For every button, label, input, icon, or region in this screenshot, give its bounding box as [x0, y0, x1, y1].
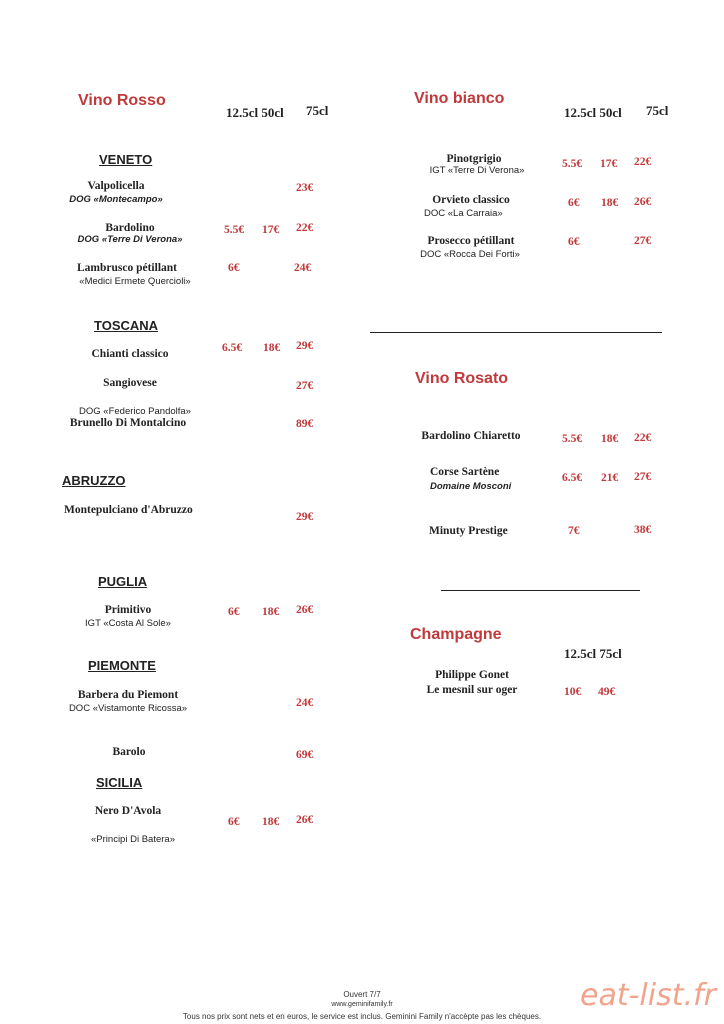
barolo-price-75: 69€ [296, 749, 314, 761]
pinot-price-125: 5.5€ [562, 158, 583, 170]
rosato-title: Vino Rosato [415, 370, 509, 387]
chiaretto-price-75: 22€ [634, 432, 652, 444]
wine-chiaretto: Bardolino Chiaretto [421, 430, 521, 442]
gonet-price-75: 49€ [598, 686, 616, 698]
footer-site: www.geminifamily.fr [331, 1001, 393, 1008]
bardolino-price-125: 5.5€ [224, 224, 245, 236]
wine-brunello-sub: DOG «Federico Pandolfa» [79, 406, 191, 417]
wine-orvieto: Orvieto classico [432, 194, 510, 206]
chianti-price-125: 6.5€ [222, 342, 243, 354]
bianco-col-125-50: 12.5cl 50cl [564, 105, 622, 120]
wine-prosecco: Prosecco pétillant [427, 235, 515, 247]
wine-valpolicella-sub: DOG «Montecampo» [69, 194, 163, 205]
wine-barolo: Barolo [112, 746, 146, 758]
footer-hours: Ouvert 7/7 [343, 990, 381, 999]
chiaretto-price-125: 5.5€ [562, 433, 583, 445]
wine-chianti: Chianti classico [91, 348, 169, 360]
wine-primitivo: Primitivo [104, 604, 152, 616]
sartene-price-50: 21€ [601, 472, 619, 484]
prosecco-price-125: 6€ [568, 236, 580, 248]
wine-valpolicella: Valpolicella [87, 180, 145, 192]
wine-bardolino: Bardolino [105, 222, 155, 234]
wine-barbera-sub: DOC «Vistamonte Ricossa» [68, 703, 188, 714]
region-piemonte: PIEMONTE [88, 658, 156, 673]
wine-barbera: Barbera du Piemont [77, 689, 179, 701]
divider-bianco [370, 332, 662, 333]
wine-prosecco-sub: DOC «Rocca Dei Forti» [420, 249, 520, 260]
bardolino-price-50: 17€ [262, 224, 280, 236]
sangiovese-price-75: 27€ [296, 380, 314, 392]
wine-lambrusco: Lambrusco pétillant [77, 262, 177, 274]
lambrusco-price-75: 24€ [294, 262, 312, 274]
champagne-title: Champagne [410, 626, 502, 643]
wine-nero-davola-sub: «Principi Di Batera» [91, 834, 175, 845]
orvieto-price-75: 26€ [634, 196, 652, 208]
wine-brunello: Brunello Di Montalcino [69, 417, 187, 429]
brunello-price-75: 89€ [296, 418, 314, 430]
orvieto-price-50: 18€ [601, 197, 619, 209]
wine-sangiovese: Sangiovese [103, 377, 157, 389]
wine-philippe-gonet-sub: Le mesnil sur oger [426, 684, 518, 696]
wine-sartene-sub: Domaine Mosconi [430, 481, 512, 492]
wine-lambrusco-sub: «Medici Ermete Quercioli» [79, 276, 191, 287]
wine-bardolino-sub: DOG «Terre Di Verona» [77, 234, 183, 245]
nero-price-50: 18€ [262, 816, 280, 828]
sartene-price-125: 6.5€ [562, 472, 583, 484]
sartene-price-75: 27€ [634, 471, 652, 483]
primitivo-price-50: 18€ [262, 606, 280, 618]
lambrusco-price-125: 6€ [228, 262, 240, 274]
chianti-price-75: 29€ [296, 340, 314, 352]
wine-minuty: Minuty Prestige [429, 525, 508, 537]
orvieto-price-125: 6€ [568, 197, 580, 209]
region-abruzzo: ABRUZZO [62, 473, 126, 488]
wine-montepulciano: Montepulciano d'Abruzzo [64, 504, 193, 516]
rosso-title: Vino Rosso [78, 92, 166, 109]
barbera-price-75: 24€ [296, 697, 314, 709]
wine-primitivo-sub: IGT «Costa Al Sole» [85, 618, 171, 629]
valpolicella-price-75: 23€ [296, 182, 314, 194]
champagne-cols: 12.5cl 75cl [564, 646, 622, 661]
pinot-price-75: 22€ [634, 156, 652, 168]
footer-note: Tous nos prix sont nets et en euros, le service est inclus. Geminini Family n'accèpte pas les chèques. [182, 1012, 542, 1021]
primitivo-price-125: 6€ [228, 606, 240, 618]
wine-philippe-gonet: Philippe Gonet [435, 669, 509, 681]
region-sicilia: SICILIA [96, 775, 143, 790]
bardolino-price-75: 22€ [296, 222, 314, 234]
wine-nero-davola: Nero D'Avola [94, 805, 162, 817]
wine-orvieto-sub: DOC «La Carraia» [424, 208, 503, 219]
primitivo-price-75: 26€ [296, 604, 314, 616]
gonet-price-125: 10€ [564, 686, 582, 698]
nero-price-125: 6€ [228, 816, 240, 828]
minuty-price-75: 38€ [634, 524, 652, 536]
nero-price-75: 26€ [296, 814, 314, 826]
bianco-title: Vino bianco [414, 90, 505, 107]
watermark-logo: eat-list.fr [580, 978, 716, 1013]
montepulciano-price-75: 29€ [296, 511, 314, 523]
rosso-col-125-50: 12.5cl 50cl [226, 105, 284, 120]
wine-pinotgrigio: Pinotgrigio [446, 153, 502, 165]
minuty-price-125: 7€ [568, 525, 580, 537]
region-puglia: PUGLIA [98, 574, 148, 589]
rosso-col-75: 75cl [306, 103, 329, 118]
divider-rosato [441, 590, 640, 591]
prosecco-price-75: 27€ [634, 235, 652, 247]
pinot-price-50: 17€ [600, 158, 618, 170]
region-veneto: VENETO [99, 152, 153, 167]
region-toscana: TOSCANA [94, 318, 159, 333]
wine-pinotgrigio-sub: IGT «Terre Di Verona» [429, 165, 525, 176]
chianti-price-50: 18€ [263, 342, 281, 354]
wine-sartene: Corse Sartène [430, 466, 500, 478]
chiaretto-price-50: 18€ [601, 433, 619, 445]
bianco-col-75: 75cl [646, 103, 669, 118]
